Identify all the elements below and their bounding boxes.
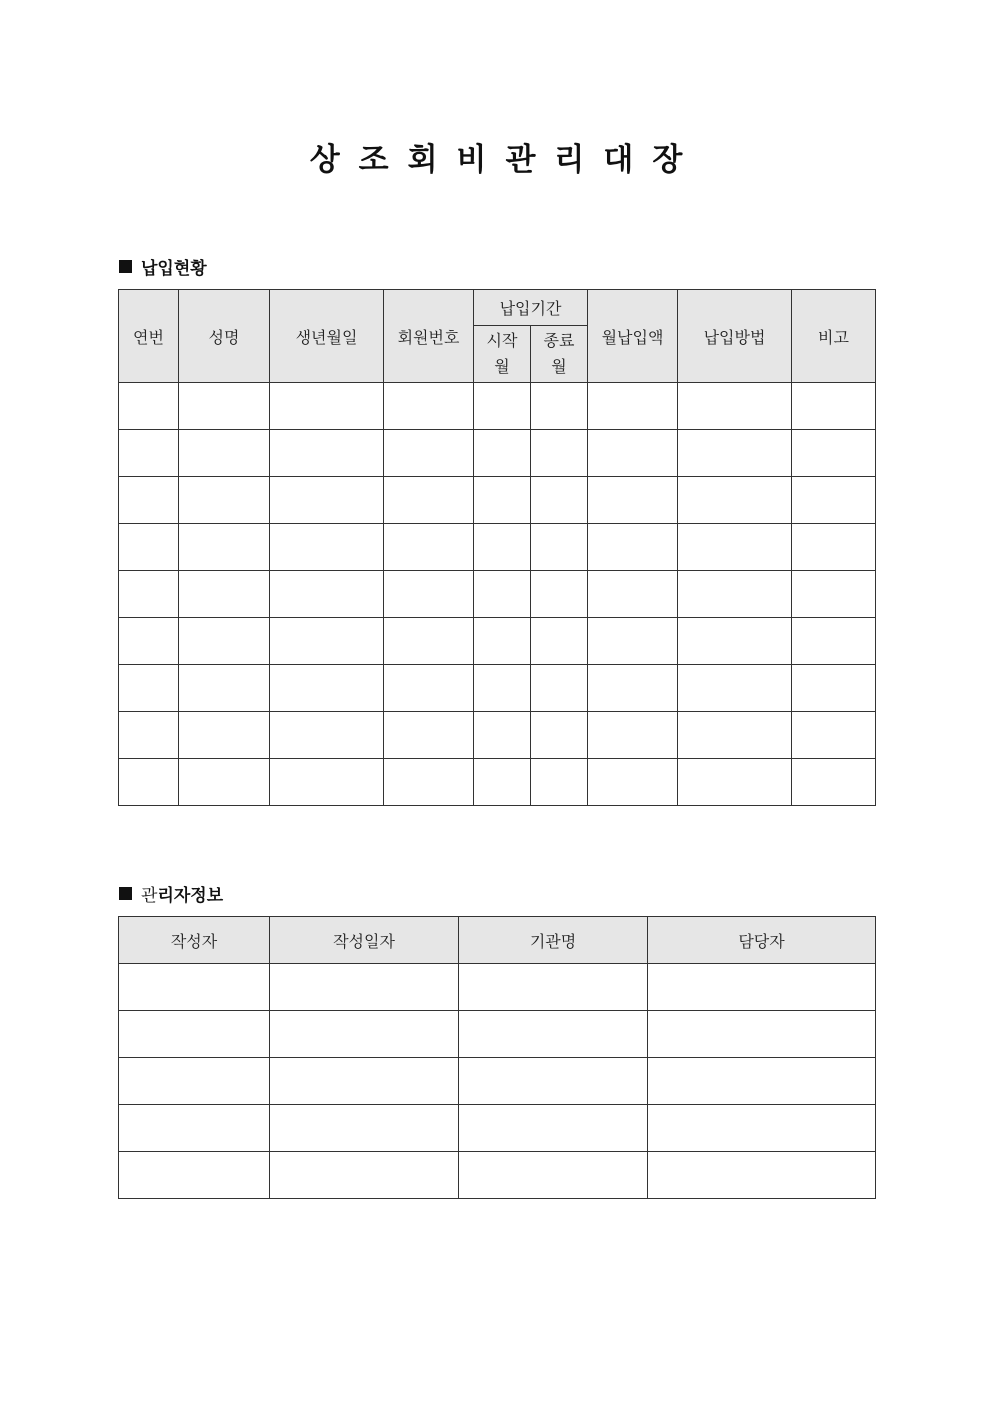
table-cell[interactable] [678, 524, 792, 571]
header-end-month: 종료 월 [531, 326, 588, 383]
table-cell[interactable] [119, 1058, 270, 1105]
header-note: 비고 [792, 290, 876, 383]
table-cell[interactable] [119, 1152, 270, 1199]
table-cell[interactable] [270, 524, 384, 571]
header-monthly-amount: 월납입액 [588, 290, 678, 383]
table-cell[interactable] [119, 712, 179, 759]
table-cell[interactable] [678, 759, 792, 806]
header-member-no: 회원번호 [384, 290, 474, 383]
header-serial: 연번 [119, 290, 179, 383]
table-cell[interactable] [531, 383, 588, 430]
table-cell[interactable] [678, 477, 792, 524]
table-cell[interactable] [531, 477, 588, 524]
table-row [119, 712, 876, 759]
table-cell[interactable] [474, 618, 531, 665]
table-cell[interactable] [531, 665, 588, 712]
table-cell[interactable] [270, 665, 384, 712]
table-cell[interactable] [531, 759, 588, 806]
table-cell[interactable] [270, 430, 384, 477]
table-cell[interactable] [179, 571, 270, 618]
table-cell[interactable] [179, 618, 270, 665]
table-cell[interactable] [648, 964, 876, 1011]
table-cell[interactable] [792, 712, 876, 759]
table-cell[interactable] [179, 665, 270, 712]
table-row [119, 759, 876, 806]
table-cell[interactable] [474, 571, 531, 618]
table-cell[interactable] [119, 1105, 270, 1152]
table-cell[interactable] [474, 383, 531, 430]
table-cell[interactable] [119, 1011, 270, 1058]
header-author: 작성자 [119, 917, 270, 964]
table-cell[interactable] [270, 383, 384, 430]
table-cell[interactable] [588, 618, 678, 665]
table-cell[interactable] [119, 430, 179, 477]
header-org: 기관명 [459, 917, 648, 964]
table-cell[interactable] [459, 1058, 648, 1105]
table-cell[interactable] [792, 618, 876, 665]
table-cell[interactable] [474, 477, 531, 524]
table-cell[interactable] [270, 571, 384, 618]
table-cell[interactable] [531, 712, 588, 759]
table-cell[interactable] [678, 618, 792, 665]
table-cell[interactable] [179, 477, 270, 524]
table-cell[interactable] [792, 430, 876, 477]
table-cell[interactable] [270, 618, 384, 665]
section-heading-label: 납입현황 [141, 259, 207, 279]
section-heading-label-light: 관 [141, 886, 158, 906]
table-cell[interactable] [119, 571, 179, 618]
table-cell[interactable] [792, 524, 876, 571]
table-row [119, 618, 876, 665]
table-cell[interactable] [678, 430, 792, 477]
table-cell[interactable] [648, 1152, 876, 1199]
table-cell[interactable] [792, 571, 876, 618]
table-cell[interactable] [270, 712, 384, 759]
table-cell[interactable] [678, 665, 792, 712]
table-cell[interactable] [792, 477, 876, 524]
table-cell[interactable] [119, 964, 270, 1011]
table-cell[interactable] [270, 1011, 459, 1058]
table-cell[interactable] [384, 618, 474, 665]
table-cell[interactable] [119, 759, 179, 806]
table-row [119, 1058, 876, 1105]
table-row [119, 571, 876, 618]
table-cell[interactable] [531, 618, 588, 665]
table-row [119, 1105, 876, 1152]
table-cell[interactable] [588, 665, 678, 712]
table-cell[interactable] [270, 1152, 459, 1199]
table-cell[interactable] [588, 712, 678, 759]
table-row [119, 1011, 876, 1058]
table-cell[interactable] [531, 524, 588, 571]
table-cell[interactable] [270, 1058, 459, 1105]
table-cell[interactable] [119, 665, 179, 712]
table-cell[interactable] [119, 383, 179, 430]
table-cell[interactable] [384, 712, 474, 759]
table-cell[interactable] [179, 524, 270, 571]
table-row [119, 477, 876, 524]
table-cell[interactable] [588, 759, 678, 806]
table-cell[interactable] [474, 759, 531, 806]
table-cell[interactable] [384, 524, 474, 571]
table-cell[interactable] [588, 430, 678, 477]
table-cell[interactable] [384, 759, 474, 806]
table-cell[interactable] [384, 383, 474, 430]
table-row [119, 964, 876, 1011]
square-bullet-icon [119, 260, 132, 273]
table-cell[interactable] [588, 571, 678, 618]
table-row [119, 1152, 876, 1199]
manager-info-table [118, 916, 876, 1199]
table-cell[interactable] [648, 1011, 876, 1058]
page-title: 상조회비관리대장 [309, 142, 702, 178]
table-cell[interactable] [179, 712, 270, 759]
payment-status-table [118, 289, 876, 806]
table-row [119, 383, 876, 430]
square-bullet-icon [119, 887, 132, 900]
table-cell[interactable] [531, 430, 588, 477]
table-cell[interactable] [384, 430, 474, 477]
table-cell[interactable] [119, 524, 179, 571]
table-cell[interactable] [459, 964, 648, 1011]
table-row [119, 665, 876, 712]
table-cell[interactable] [648, 1058, 876, 1105]
header-name: 성명 [179, 290, 270, 383]
table-cell[interactable] [270, 477, 384, 524]
table-cell[interactable] [648, 1105, 876, 1152]
table-cell[interactable] [474, 665, 531, 712]
table-cell[interactable] [270, 759, 384, 806]
table-row [119, 430, 876, 477]
table-cell[interactable] [474, 524, 531, 571]
table-cell[interactable] [384, 665, 474, 712]
table-cell[interactable] [119, 477, 179, 524]
table-cell[interactable] [270, 1105, 459, 1152]
table-cell[interactable] [474, 430, 531, 477]
table-cell[interactable] [678, 712, 792, 759]
section-heading-payment [119, 254, 207, 279]
table-cell[interactable] [792, 383, 876, 430]
table-cell[interactable] [179, 759, 270, 806]
header-start-month: 시작 월 [474, 326, 531, 383]
header-payment-period: 납입기간 [474, 290, 588, 326]
header-person: 담당자 [648, 917, 876, 964]
payment-table-body [119, 383, 876, 806]
table-cell[interactable] [678, 571, 792, 618]
table-cell[interactable] [119, 618, 179, 665]
table-cell[interactable] [459, 1152, 648, 1199]
manager-table-body [119, 964, 876, 1199]
section-heading-label-bold: 리자정보 [157, 886, 224, 906]
header-payment-method: 납입방법 [678, 290, 792, 383]
table-cell[interactable] [459, 1105, 648, 1152]
table-cell[interactable] [474, 712, 531, 759]
table-cell[interactable] [588, 477, 678, 524]
table-cell[interactable] [179, 430, 270, 477]
table-cell[interactable] [179, 383, 270, 430]
table-cell[interactable] [792, 665, 876, 712]
table-cell[interactable] [531, 571, 588, 618]
table-row [119, 524, 876, 571]
table-cell[interactable] [588, 383, 678, 430]
table-cell[interactable] [792, 759, 876, 806]
header-date: 작성일자 [270, 917, 459, 964]
table-cell[interactable] [678, 383, 792, 430]
section-heading-manager [119, 881, 223, 906]
table-cell[interactable] [459, 1011, 648, 1058]
table-cell[interactable] [270, 964, 459, 1011]
table-cell[interactable] [384, 477, 474, 524]
table-cell[interactable] [588, 524, 678, 571]
table-cell[interactable] [384, 571, 474, 618]
header-birthdate: 생년월일 [270, 290, 384, 383]
